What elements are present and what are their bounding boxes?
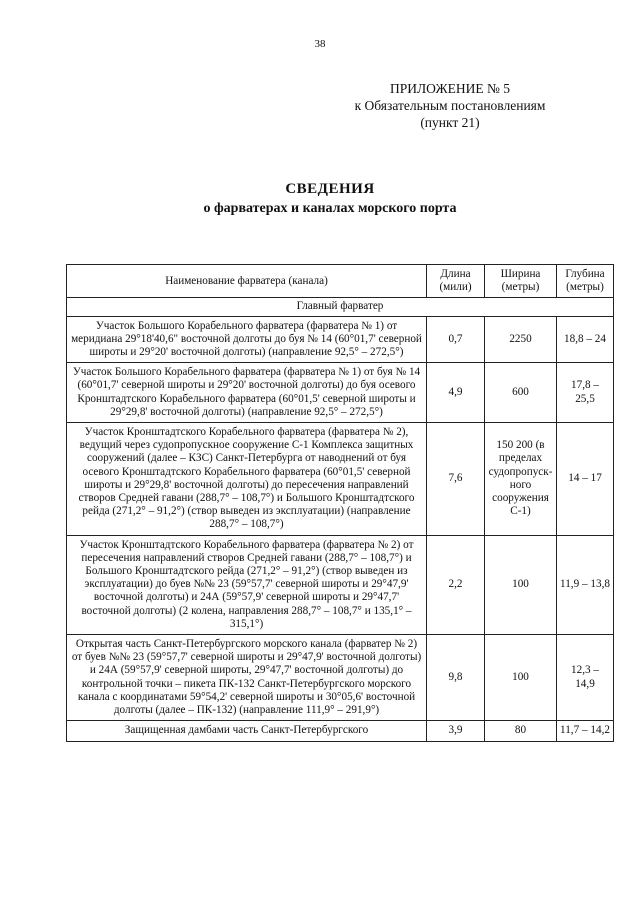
appendix-block [300, 80, 600, 131]
fairway-depth: 18,8 – 24 [557, 316, 614, 363]
fairway-name: Участок Большого Корабельного фарватера (фарватера № 1) от буя № 14 (60°01,7' северной широты и 29°20' восточной долготы) до буя осевого Кронштадтского Корабельного фарватера (60°01,5' северной широты и 29°29,8' восточной долготы) (направление 92,5° – 272,5°) [67, 363, 427, 423]
table-row [67, 635, 614, 721]
appendix-clause: (пункт 21) [420, 115, 480, 130]
fairways-table [66, 264, 614, 742]
header-width: Ширина (метры) [485, 265, 557, 298]
table-row [67, 721, 614, 741]
fairway-width: 100 [485, 535, 557, 634]
fairway-depth: 11,7 – 14,2 [557, 721, 614, 741]
fairway-width: 100 [485, 635, 557, 721]
fairway-width: 80 [485, 721, 557, 741]
table-row [67, 363, 614, 423]
fairway-name: Участок Кронштадтского Корабельного фарватера (фарватера № 2) от пересечения направлений створов Средней гавани (288,7° – 108,7°) и Большого Кронштадтского рейда (271,2° – 91,2°) (створ выведен из эксплуатации) до буев №№ 23 (59°57,7' северной широты и 29°47,9' восточной долготы) и 24А (59°57,9' северной широты и 29°47,7' восточной долготы) (2 колена, направления 288,7° – 108,7° и 135,1° – 315,1°) [67, 535, 427, 634]
fairway-depth: 17,8 – 25,5 [557, 363, 614, 423]
fairway-length: 0,7 [427, 316, 485, 363]
fairway-length: 4,9 [427, 363, 485, 423]
fairway-length: 7,6 [427, 423, 485, 536]
fairway-depth: 14 – 17 [557, 423, 614, 536]
fairway-length: 9,8 [427, 635, 485, 721]
header-length: Длина (мили) [427, 265, 485, 298]
fairway-width: 150 200 (в пределах судопропуск-ного сооружения С-1) [485, 423, 557, 536]
page-number: 38 [314, 38, 326, 50]
fairway-name: Участок Большого Корабельного фарватера (фарватера № 1) от меридиана 29°18'40,6" восточной долготы до буя № 14 (60°01,7' северной широты и 29°20' восточной долготы) (направление 92,5° – 272,5°) [67, 316, 427, 363]
fairway-name: Открытая часть Санкт-Петербургского морского канала (фарватер № 2) от буев №№ 23 (59°57,7' северной широты и 29°47,9' восточной долготы) и 24А (59°57,9' северной широты, 29°47,7' восточной долготы) до контрольной точки – пикета ПК-132 Санкт-Петербургского морского канала с координатами 59°54,2' северной широты и 30°05,6' восточной долготы (далее – ПК-132) (направление 111,9° – 291,9°) [67, 635, 427, 721]
table-section-row [67, 298, 614, 316]
table-row [67, 423, 614, 536]
fairway-length: 2,2 [427, 535, 485, 634]
fairway-name: Участок Кронштадтского Корабельного фарватера (фарватера № 2), ведущий через судопропускное сооружение С-1 Комплекса защитных сооружений (далее – КЗС) Санкт-Петербурга от наводнений от буя осевого Кронштадтского Корабельного фарватера (60°01,5' северной широты и 29°29,8' восточной долготы) до пересечения направлений створов Средней гавани (288,7° – 108,7°) и Большого Кронштадтского рейда (271,2° – 91,2°) (створ выведен из эксплуатации) (направление 288,7° – 108,7°) [67, 423, 427, 536]
document-title-main: СВЕДЕНИЯ [285, 181, 375, 197]
fairway-depth: 12,3 – 14,9 [557, 635, 614, 721]
fairway-width: 600 [485, 363, 557, 423]
appendix-title: ПРИЛОЖЕНИЕ № 5 [389, 81, 511, 96]
table-header-row [67, 265, 614, 298]
header-name: Наименование фарватера (канала) [67, 265, 427, 298]
fairway-length: 3,9 [427, 721, 485, 741]
fairway-name: Защищенная дамбами часть Санкт-Петербургского [67, 721, 427, 741]
table-row [67, 316, 614, 363]
appendix-reference: к Обязательным постановлениям [354, 98, 546, 113]
header-depth: Глубина (метры) [557, 265, 614, 298]
document-title-subtitle: о фарватерах и каналах морского порта [203, 201, 457, 216]
document-title [0, 180, 640, 218]
table-row [67, 535, 614, 634]
fairway-depth: 11,9 – 13,8 [557, 535, 614, 634]
fairway-width: 2250 [485, 316, 557, 363]
section-title: Главный фарватер [67, 298, 614, 316]
